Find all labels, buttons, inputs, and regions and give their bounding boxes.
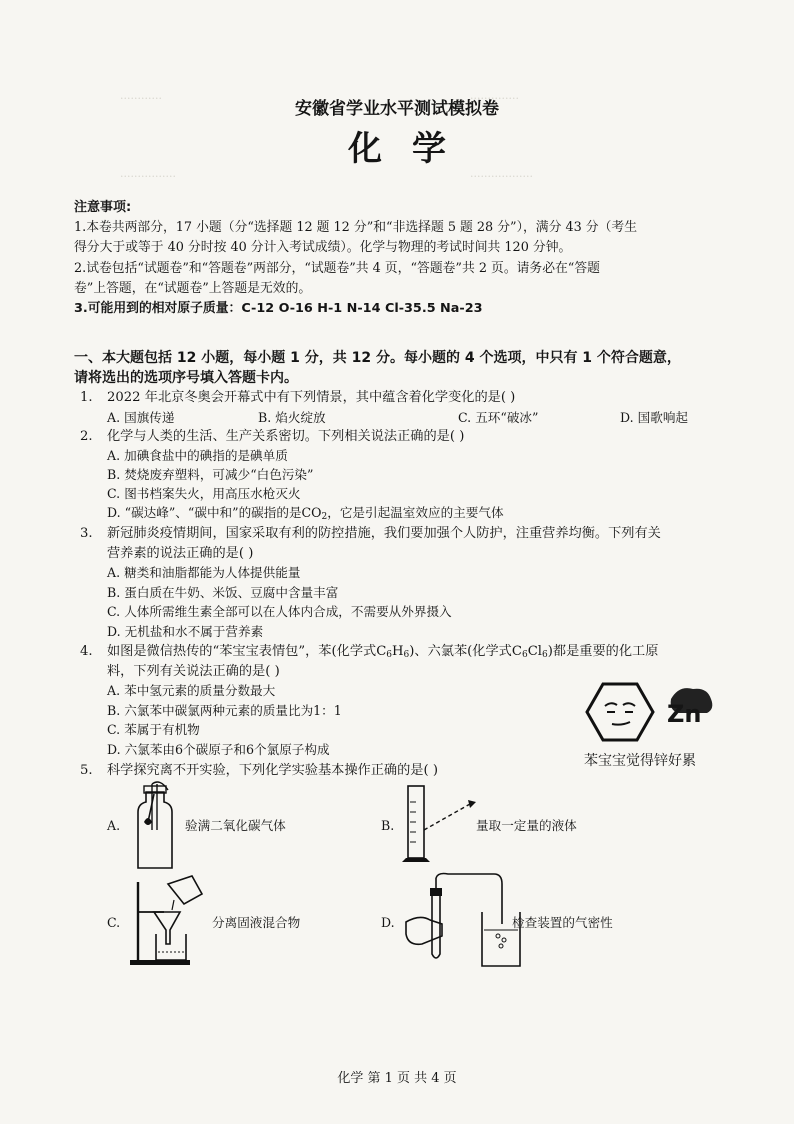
notice-item1-line2: 得分大于或等于 40 分时按 40 分计入考试成绩）。化学与物理的考试时间共 120 分钟。 [74,240,572,255]
q5-option-a-text: 验满二氧化碳气体 [185,818,286,833]
q4-option-d: D. 六氯苯由6个碳原子和6个氯原子构成 [107,742,330,757]
q4-sub3: 6 [521,650,528,660]
notice-item2-line2: 卷”上答题，在“试题卷”上答题是无效的。 [74,281,312,296]
q4-option-c: C. 苯属于有机物 [107,722,200,737]
q2-option-d [107,504,504,522]
bleed-through-text: ·················· [470,170,533,183]
q4-number: 4. [80,644,93,659]
q5-stem: 科学探究离不开实验，下列化学实验基本操作正确的是( ) [107,763,438,778]
q5-option-b-label: B. [381,818,395,833]
q2-option-c: C. 图书档案失火，用高压水枪灭火 [107,486,301,501]
q4-sub2: 6 [403,650,410,660]
q4-stem-line2: 料，下列有关说法正确的是( ) [107,664,280,679]
graduated-cylinder-icon [402,782,478,868]
q3-option-a: A. 糖类和油脂都能为人体提供能量 [107,565,301,580]
q3-number: 3. [80,526,93,541]
q1-option-b: B. 焰火绽放 [258,410,326,425]
q4-stem-part-e: )都是重要的化工原 [547,644,659,659]
q4-stem-part-c: )、六氯苯(化学式C [409,644,522,659]
bleed-through-text: ················ [120,170,176,183]
bleed-through-text: ············ [120,92,162,105]
q3-stem-line1: 新冠肺炎疫情期间，国家采取有利的防控措施，我们要加强个人防护，注重营养均衡。下列有关 [107,526,661,541]
q3-stem-line2: 营养素的说法正确的是( ) [107,546,254,561]
q1-option-d: D. 国歌响起 [620,410,689,425]
q5-option-a-label: A. [107,818,121,833]
q3-option-c: C. 人体所需维生素全部可以在人体内合成，不需要从外界摄入 [107,604,452,619]
q1-stem: 2022 年北京冬奥会开幕式中有下列情景，其中蕴含着化学变化的是( ) [107,390,516,405]
filtration-apparatus-icon [128,874,208,966]
q1-option-c: C. 五环“破冰” [458,410,539,425]
q4-option-a: A. 苯中氢元素的质量分数最大 [107,683,276,698]
q4-stem-part-a: 如图是微信热传的“苯宝宝表情包”，苯(化学式C [107,644,387,659]
subject-title: 化学 [348,129,476,169]
q5-option-c-label: C. [107,915,121,930]
q2-option-a: A. 加碘食盐中的碘指的是碘单质 [107,448,288,463]
benzene-face-icon [585,681,655,743]
gas-bottle-icon [130,782,180,868]
q2-option-b: B. 焚烧废弃塑料，可减少“白色污染” [107,467,314,482]
q5-option-d-text: 检查装置的气密性 [512,915,613,930]
notice-heading: 注意事项: [74,200,132,215]
q5-option-d-label: D. [381,915,395,930]
q3-option-b: B. 蛋白质在牛奶、米饭、豆腐中含量丰富 [107,585,339,600]
bleed-through-text: ·············· [470,92,519,105]
notice-item1-line1: 1.本卷共两部分，17 小题（分“选择题 12 题 12 分”和“非选择题 5 题 28 分”），满分 43 分（考生 [74,220,637,235]
q3-option-d: D. 无机盐和水不属于营养素 [107,624,264,639]
section1-line2: 请将选出的选项序号填入答题卡内。 [74,370,298,386]
exam-title: 安徽省学业水平测试模拟卷 [295,99,499,119]
q5-number: 5. [80,763,93,778]
q4-option-b: B. 六氯苯中碳氯两种元素的质量比为1：1 [107,703,342,718]
zn-label: Zn [667,700,702,728]
section1-line1: 一、本大题包括 12 小题，每小题 1 分，共 12 分。每小题的 4 个选项，中只有 1 个符合题意， [74,350,681,366]
q5-option-c-text: 分离固液混合物 [212,915,301,930]
q2-stem: 化学与人类的生活、生产关系密切。下列相关说法正确的是( ) [107,429,465,444]
q2-option-d-pre: D. “碳达峰”、“碳中和”的碳指的是CO [107,505,322,520]
q4-stem-part-b: H [392,644,404,659]
q1-option-a: A. 国旗传递 [107,410,175,425]
page-footer: 化学 第 1 页 共 4 页 [337,1071,457,1086]
airtightness-check-icon [402,874,522,970]
q2-option-d-sub: 2 [321,512,328,522]
q4-stem-line1 [107,643,658,661]
q4-stem-part-d: Cl [527,644,543,659]
q4-sub1: 6 [386,650,393,660]
image-caption: 苯宝宝觉得锌好累 [584,753,696,769]
q2-number: 2. [80,429,93,444]
q5-option-b-text: 量取一定量的液体 [476,818,577,833]
notice-item2-line1: 2.试卷包括“试题卷”和“答题卷”两部分，“试题卷”共 4 页，“答题卷”共 2 页。请务必在“答题 [74,261,600,276]
q1-number: 1. [80,390,93,405]
q4-sub4: 6 [542,650,548,660]
notice-item3: 3.可能用到的相对原子质量：C-12 O-16 H-1 N-14 Cl-35.5 Na-23 [74,301,483,316]
q2-option-d-post: ，它是引起温室效应的主要气体 [327,505,504,520]
